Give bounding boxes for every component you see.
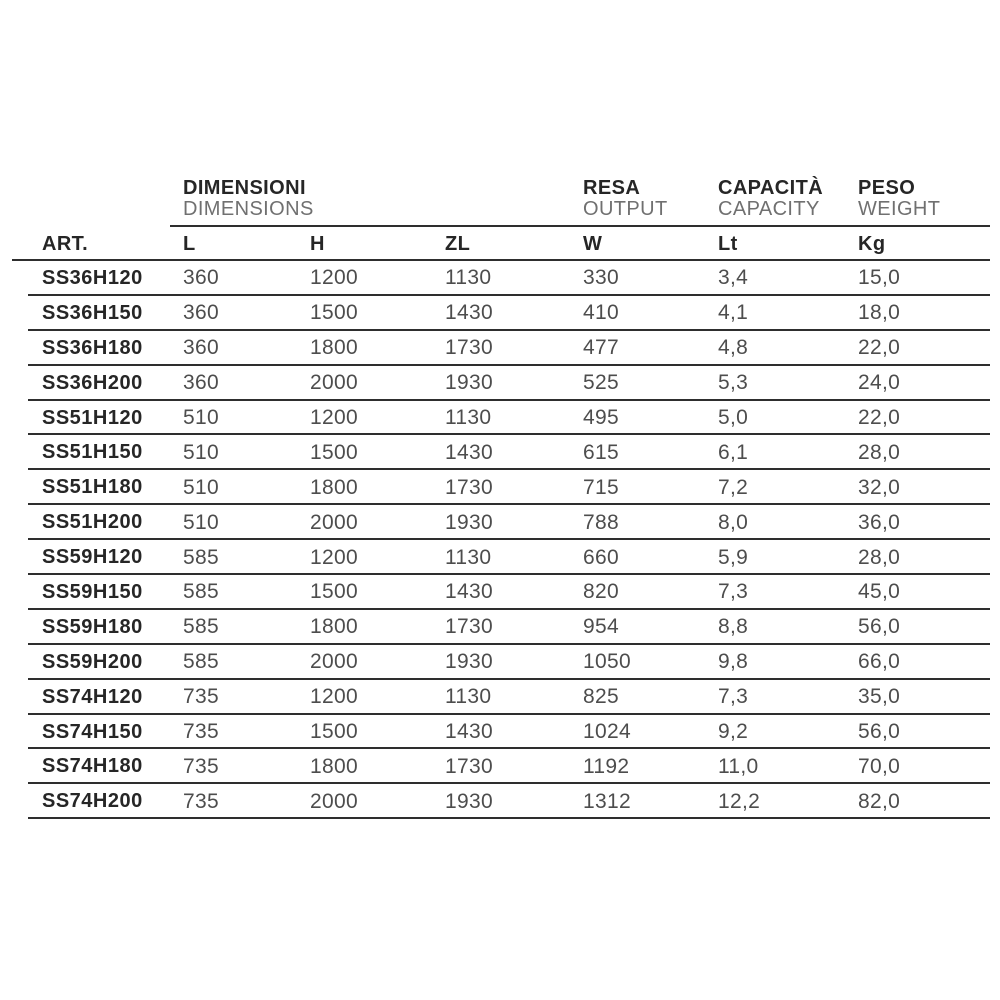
table-cell: 11,0 <box>718 754 759 778</box>
table-cell: 1430 <box>445 301 493 325</box>
table-row <box>12 715 990 750</box>
table-cell: 1730 <box>445 615 493 639</box>
article-code: SS36H120 <box>42 266 143 289</box>
table-cell: 585 <box>183 545 219 569</box>
group-header-dimensions <box>183 178 314 220</box>
table-cell: 735 <box>183 685 219 709</box>
group-header-output <box>583 178 668 220</box>
table-row <box>12 261 990 296</box>
article-code: SS36H150 <box>42 301 143 324</box>
table-cell: 2000 <box>310 510 358 534</box>
table-row <box>12 505 990 540</box>
table-cell: 510 <box>183 475 219 499</box>
table-cell: 28,0 <box>858 545 901 569</box>
table-cell: 2000 <box>310 371 358 395</box>
table-cell: 1130 <box>445 266 492 290</box>
table-cell: 360 <box>183 266 219 290</box>
article-code: SS59H150 <box>42 580 143 603</box>
table-cell: 1312 <box>583 789 631 813</box>
table-cell: 8,0 <box>718 510 749 534</box>
table-cell: 1130 <box>445 406 492 429</box>
table-cell: 5,9 <box>718 545 749 569</box>
table-cell: 66,0 <box>858 650 901 674</box>
table-cell: 1730 <box>445 754 493 778</box>
group-header-sub: OUTPUT <box>583 198 668 220</box>
table-cell: 1200 <box>310 266 358 290</box>
column-header-h: H <box>310 232 325 255</box>
article-code: SS51H180 <box>42 476 143 499</box>
table-cell: 4,8 <box>718 336 749 360</box>
table-cell: 615 <box>583 440 619 464</box>
table-row <box>12 540 990 575</box>
article-code: SS51H120 <box>42 406 143 429</box>
group-header-main: CAPACITÀ <box>718 177 824 199</box>
table-cell: 2000 <box>310 789 358 813</box>
group-header-main: RESA <box>583 177 641 199</box>
table-cell: 1130 <box>445 685 492 709</box>
table-cell: 1430 <box>445 720 493 744</box>
table-cell: 735 <box>183 789 219 813</box>
table-cell: 56,0 <box>858 615 901 639</box>
group-header-weight <box>858 178 940 220</box>
article-code: SS59H180 <box>42 615 143 638</box>
table-cell: 1730 <box>445 336 493 360</box>
column-header-row <box>12 227 990 261</box>
table-cell: 585 <box>183 615 219 639</box>
table-cell: 9,8 <box>718 650 749 674</box>
group-header-main: DIMENSIONI <box>183 177 306 199</box>
table-cell: 5,0 <box>718 406 749 429</box>
group-header-sub: WEIGHT <box>858 198 941 220</box>
table-cell: 6,1 <box>718 440 749 464</box>
group-header-sub: DIMENSIONS <box>183 198 314 220</box>
table-cell: 15,0 <box>858 266 901 290</box>
table-cell: 735 <box>183 720 219 744</box>
table-cell: 360 <box>183 371 219 395</box>
table-cell: 4,1 <box>718 301 749 325</box>
table-rows <box>12 261 990 819</box>
table-cell: 36,0 <box>858 510 901 534</box>
table-cell: 1800 <box>310 336 358 360</box>
article-code: SS59H120 <box>42 546 143 569</box>
table-cell: 585 <box>183 650 219 674</box>
table-cell: 28,0 <box>858 440 901 464</box>
table-row <box>12 366 990 401</box>
column-header-kg: Kg <box>858 232 886 255</box>
table-row <box>12 331 990 366</box>
table-cell: 18,0 <box>858 301 901 325</box>
table-cell: 1192 <box>583 754 630 778</box>
table-cell: 1200 <box>310 406 358 429</box>
table-cell: 735 <box>183 754 219 778</box>
table-cell: 1800 <box>310 754 358 778</box>
table-row <box>12 435 990 470</box>
table-cell: 410 <box>583 301 619 325</box>
table-cell: 1500 <box>310 720 358 744</box>
table-cell: 585 <box>183 580 219 604</box>
table-cell: 360 <box>183 301 219 325</box>
article-code: SS74H120 <box>42 685 143 708</box>
column-header-l: L <box>183 232 196 255</box>
table-cell: 7,2 <box>718 475 749 499</box>
table-cell: 3,4 <box>718 266 749 290</box>
table-cell: 70,0 <box>858 754 901 778</box>
table-cell: 1200 <box>310 545 358 569</box>
table-cell: 1500 <box>310 580 358 604</box>
table-cell: 1024 <box>583 720 631 744</box>
column-header-w: W <box>583 232 603 255</box>
table-cell: 715 <box>583 475 619 499</box>
column-header-art: ART. <box>42 232 89 255</box>
table-row <box>12 401 990 436</box>
table-cell: 22,0 <box>858 406 901 429</box>
article-code: SS59H200 <box>42 650 143 673</box>
column-header-lt: Lt <box>718 232 738 255</box>
table-row <box>12 296 990 331</box>
table-cell: 1930 <box>445 510 493 534</box>
group-header-main: PESO <box>858 177 916 199</box>
article-code: SS51H200 <box>42 511 143 534</box>
group-header-capacity <box>718 178 823 220</box>
table-cell: 5,3 <box>718 371 749 395</box>
table-row <box>12 575 990 610</box>
table-cell: 1500 <box>310 440 358 464</box>
table-cell: 1130 <box>445 545 492 569</box>
table-cell: 788 <box>583 510 619 534</box>
table-cell: 477 <box>583 336 619 360</box>
article-code: SS74H200 <box>42 790 143 813</box>
table-cell: 32,0 <box>858 475 901 499</box>
table-cell: 1800 <box>310 615 358 639</box>
table-row <box>12 610 990 645</box>
table-cell: 1050 <box>583 650 631 674</box>
article-code: SS51H150 <box>42 441 143 464</box>
table-cell: 495 <box>583 406 619 429</box>
table-cell: 22,0 <box>858 336 901 360</box>
group-header-sub: CAPACITY <box>718 198 820 220</box>
table-row <box>12 749 990 784</box>
table-cell: 24,0 <box>858 371 901 395</box>
spec-table <box>12 178 990 819</box>
table-cell: 1500 <box>310 301 358 325</box>
table-cell: 1930 <box>445 650 493 674</box>
table-cell: 7,3 <box>718 685 749 709</box>
article-code: SS74H150 <box>42 720 143 743</box>
article-code: SS36H180 <box>42 336 143 359</box>
table-cell: 8,8 <box>718 615 749 639</box>
table-cell: 1800 <box>310 475 358 499</box>
table-cell: 825 <box>583 685 619 709</box>
table-cell: 1730 <box>445 475 493 499</box>
table-cell: 45,0 <box>858 580 901 604</box>
table-row <box>12 784 990 819</box>
table-cell: 510 <box>183 406 219 429</box>
table-cell: 9,2 <box>718 720 749 744</box>
table-cell: 510 <box>183 440 219 464</box>
article-code: SS74H180 <box>42 755 143 778</box>
table-row <box>12 680 990 715</box>
table-cell: 820 <box>583 580 619 604</box>
table-cell: 1200 <box>310 685 358 709</box>
table-cell: 35,0 <box>858 685 901 709</box>
table-cell: 82,0 <box>858 789 901 813</box>
table-row <box>12 645 990 680</box>
article-code: SS36H200 <box>42 371 143 394</box>
column-header-zl: ZL <box>445 232 471 255</box>
table-cell: 954 <box>583 615 619 639</box>
table-cell: 510 <box>183 510 219 534</box>
table-cell: 1430 <box>445 580 493 604</box>
table-cell: 2000 <box>310 650 358 674</box>
table-row <box>12 470 990 505</box>
table-cell: 360 <box>183 336 219 360</box>
table-cell: 330 <box>583 266 619 290</box>
group-header-band <box>12 178 990 227</box>
table-cell: 12,2 <box>718 789 761 813</box>
table-cell: 1930 <box>445 371 493 395</box>
table-cell: 660 <box>583 545 619 569</box>
table-cell: 1430 <box>445 440 493 464</box>
table-cell: 1930 <box>445 789 493 813</box>
table-cell: 525 <box>583 371 619 395</box>
table-cell: 56,0 <box>858 720 901 744</box>
table-cell: 7,3 <box>718 580 749 604</box>
